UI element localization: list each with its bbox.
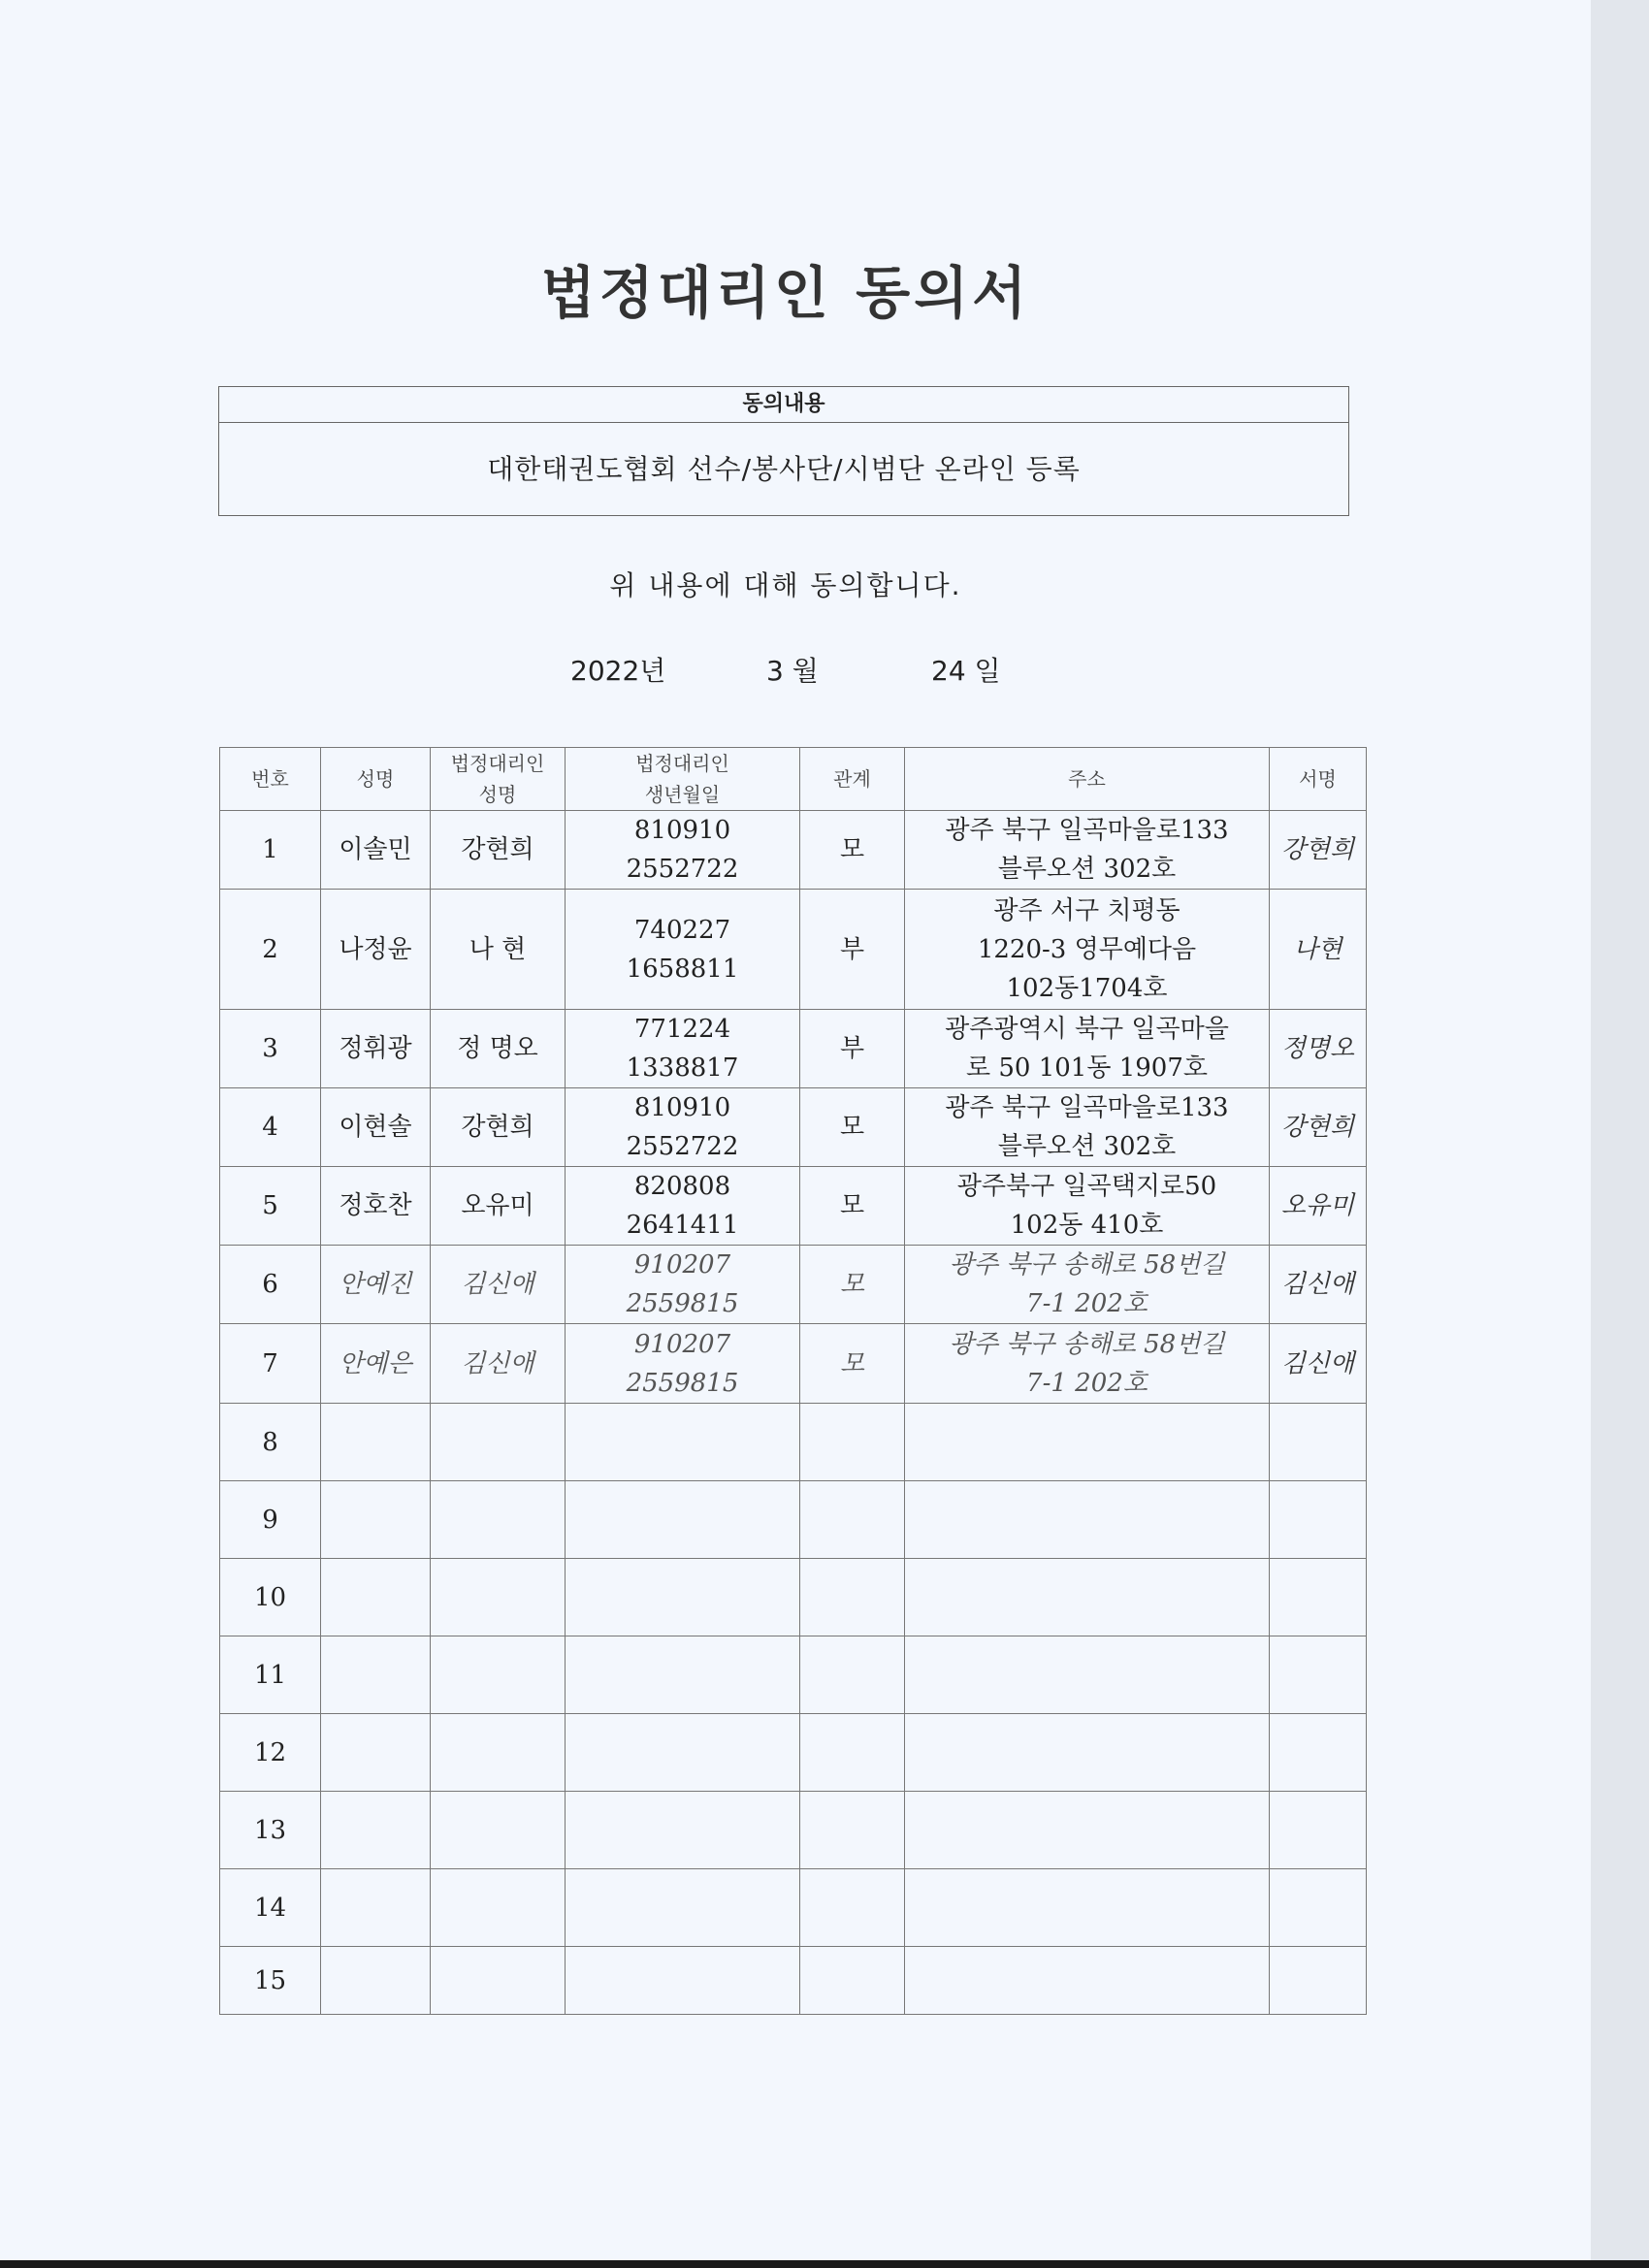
document-title: 법정대리인 동의서 <box>540 260 1031 326</box>
guardian-name <box>431 1792 566 1869</box>
address-line: 광주 북구 송해로 58번길 <box>949 1329 1225 1359</box>
table-row <box>220 1559 1367 1636</box>
relation: 부 <box>800 890 905 1010</box>
guardian-birth <box>566 1324 800 1404</box>
header-guardian-name <box>431 748 566 811</box>
table-row <box>220 1167 1367 1246</box>
student-name: 이현솔 <box>321 1088 431 1167</box>
student-name <box>321 1714 431 1792</box>
signature: 정명오 <box>1270 1010 1367 1088</box>
address <box>905 890 1270 1010</box>
address-line: 광주 북구 송해로 58번길 <box>949 1250 1225 1280</box>
header-signature: 서명 <box>1270 748 1367 811</box>
header-guardian-name-line1: 법정대리인 <box>450 752 545 775</box>
relation <box>800 1404 905 1481</box>
table-row <box>220 1324 1367 1404</box>
guardian-birth-line: 910207 <box>633 1250 731 1280</box>
guardian-birth-line: 1658811 <box>626 954 739 984</box>
relation <box>800 1559 905 1636</box>
header-relation: 관계 <box>800 748 905 811</box>
address-line: 1220-3 영무예다음 <box>977 934 1197 964</box>
guardian-name: 나 현 <box>431 890 566 1010</box>
guardian-birth <box>566 890 800 1010</box>
row-number: 10 <box>220 1559 321 1636</box>
student-name: 안예은 <box>321 1324 431 1404</box>
guardian-birth-line: 1338817 <box>626 1053 739 1083</box>
row-number: 2 <box>220 890 321 1010</box>
student-name <box>321 1481 431 1559</box>
table-row <box>220 1714 1367 1792</box>
row-number: 1 <box>220 811 321 890</box>
address <box>905 1324 1270 1404</box>
guardian-birth <box>566 1792 800 1869</box>
guardian-birth <box>566 1246 800 1324</box>
row-number: 3 <box>220 1010 321 1088</box>
address-line: 7-1 202호 <box>1026 1289 1148 1318</box>
address-line: 광주 북구 일곡마을로133 <box>945 816 1229 845</box>
guardian-birth-line: 820808 <box>633 1172 731 1201</box>
date-day: 24 일 <box>931 655 1001 687</box>
relation <box>800 1792 905 1869</box>
signature: 강현희 <box>1270 811 1367 890</box>
student-name: 나정윤 <box>321 890 431 1010</box>
student-name <box>321 1869 431 1947</box>
row-number: 12 <box>220 1714 321 1792</box>
address <box>905 1481 1270 1559</box>
guardian-name: 정 명오 <box>431 1010 566 1088</box>
guardian-name <box>431 1559 566 1636</box>
guardian-name: 강현희 <box>431 811 566 890</box>
table-row <box>220 890 1367 1010</box>
guardian-name <box>431 1404 566 1481</box>
consent-heading: 동의내용 <box>219 387 1348 423</box>
row-number: 11 <box>220 1636 321 1714</box>
guardian-name: 김신애 <box>431 1324 566 1404</box>
guardian-name: 강현희 <box>431 1088 566 1167</box>
address <box>905 1010 1270 1088</box>
guardian-birth-line: 910207 <box>633 1329 731 1359</box>
address-line: 블루오션 302호 <box>997 855 1177 884</box>
address <box>905 1246 1270 1324</box>
relation: 모 <box>800 1324 905 1404</box>
relation <box>800 1636 905 1714</box>
address <box>905 1714 1270 1792</box>
relation <box>800 1947 905 2015</box>
date-month: 3 월 <box>766 655 819 687</box>
guardian-birth-line: 771224 <box>633 1015 731 1044</box>
guardian-table <box>219 747 1367 2015</box>
student-name <box>321 1792 431 1869</box>
guardian-birth-line: 2559815 <box>626 1368 739 1398</box>
student-name <box>321 1404 431 1481</box>
row-number: 5 <box>220 1167 321 1246</box>
table-row <box>220 1246 1367 1324</box>
row-number: 4 <box>220 1088 321 1167</box>
signature: 김신애 <box>1270 1324 1367 1404</box>
table-header-row <box>220 748 1367 811</box>
guardian-birth-line: 810910 <box>633 816 731 845</box>
relation: 부 <box>800 1010 905 1088</box>
guardian-birth <box>566 1481 800 1559</box>
address <box>905 1792 1270 1869</box>
student-name: 이솔민 <box>321 811 431 890</box>
address <box>905 1559 1270 1636</box>
student-name: 정호찬 <box>321 1167 431 1246</box>
guardian-birth-line: 810910 <box>633 1093 731 1122</box>
header-name: 성명 <box>321 748 431 811</box>
table-row <box>220 1636 1367 1714</box>
header-guardian-birth-line1: 법정대리인 <box>635 752 729 775</box>
row-number: 9 <box>220 1481 321 1559</box>
table-row <box>220 1947 1367 2015</box>
row-number: 6 <box>220 1246 321 1324</box>
guardian-birth-line: 2559815 <box>626 1289 739 1318</box>
date-year: 2022년 <box>570 655 666 687</box>
consent-content: 대한태권도협회 선수/봉사단/시범단 온라인 등록 <box>487 453 1081 485</box>
header-number: 번호 <box>220 748 321 811</box>
table-row <box>220 811 1367 890</box>
table-row <box>220 1481 1367 1559</box>
guardian-birth-line: 740227 <box>633 915 731 945</box>
student-name: 안예진 <box>321 1246 431 1324</box>
header-guardian-name-line2: 성명 <box>478 783 517 806</box>
guardian-birth <box>566 1947 800 2015</box>
header-guardian-birth-line2: 생년월일 <box>644 783 721 806</box>
address-line: 7-1 202호 <box>1026 1368 1148 1398</box>
guardian-birth <box>566 811 800 890</box>
address-line: 블루오션 302호 <box>997 1132 1177 1161</box>
student-name <box>321 1559 431 1636</box>
header-guardian-birth <box>566 748 800 811</box>
table-row <box>220 1088 1367 1167</box>
guardian-name <box>431 1714 566 1792</box>
guardian-birth <box>566 1167 800 1246</box>
guardian-birth-line: 2552722 <box>626 1132 739 1161</box>
address <box>905 1947 1270 2015</box>
address-line: 광주 북구 일곡마을로133 <box>945 1093 1229 1122</box>
guardian-birth-line: 2641411 <box>626 1211 739 1240</box>
agreement-statement: 위 내용에 대해 동의합니다. <box>609 569 962 601</box>
guardian-birth-line: 2552722 <box>626 855 739 884</box>
student-name: 정휘광 <box>321 1010 431 1088</box>
row-number: 15 <box>220 1947 321 2015</box>
guardian-birth <box>566 1559 800 1636</box>
signature <box>1270 1404 1367 1481</box>
relation: 모 <box>800 811 905 890</box>
guardian-birth <box>566 1714 800 1792</box>
guardian-birth <box>566 1404 800 1481</box>
consent-box <box>218 386 1349 516</box>
signature <box>1270 1869 1367 1947</box>
address <box>905 1088 1270 1167</box>
signature <box>1270 1481 1367 1559</box>
guardian-name <box>431 1947 566 2015</box>
table-row <box>220 1404 1367 1481</box>
guardian-birth <box>566 1088 800 1167</box>
signature <box>1270 1792 1367 1869</box>
signature: 오유미 <box>1270 1167 1367 1246</box>
relation: 모 <box>800 1246 905 1324</box>
guardian-name: 김신애 <box>431 1246 566 1324</box>
relation: 모 <box>800 1167 905 1246</box>
address <box>905 1404 1270 1481</box>
guardian-birth <box>566 1010 800 1088</box>
guardian-name <box>431 1869 566 1947</box>
header-address: 주소 <box>905 748 1270 811</box>
address-line: 광주광역시 북구 일곡마을 <box>945 1015 1229 1044</box>
guardian-name: 오유미 <box>431 1167 566 1246</box>
row-number: 14 <box>220 1869 321 1947</box>
signature: 김신애 <box>1270 1246 1367 1324</box>
relation <box>800 1481 905 1559</box>
row-number: 8 <box>220 1404 321 1481</box>
guardian-name <box>431 1481 566 1559</box>
guardian-birth <box>566 1869 800 1947</box>
address-line: 102동1704호 <box>1006 973 1168 1003</box>
signature <box>1270 1559 1367 1636</box>
table-row <box>220 1010 1367 1088</box>
student-name <box>321 1636 431 1714</box>
signature <box>1270 1636 1367 1714</box>
address-line: 102동 410호 <box>1010 1211 1164 1240</box>
student-name <box>321 1947 431 2015</box>
address <box>905 1636 1270 1714</box>
address-line: 로 50 101동 1907호 <box>965 1053 1209 1083</box>
signature: 강현희 <box>1270 1088 1367 1167</box>
address-line: 광주 서구 치평동 <box>993 895 1180 925</box>
guardian-name <box>431 1636 566 1714</box>
guardian-birth <box>566 1636 800 1714</box>
row-number: 13 <box>220 1792 321 1869</box>
signature <box>1270 1714 1367 1792</box>
address-line: 광주북구 일곡택지로50 <box>956 1172 1217 1201</box>
page-edge-shadow <box>1591 0 1649 2268</box>
date-line <box>0 650 1571 689</box>
relation <box>800 1714 905 1792</box>
signature: 나현 <box>1270 890 1367 1010</box>
address <box>905 811 1270 890</box>
signature <box>1270 1947 1367 2015</box>
table-row <box>220 1792 1367 1869</box>
relation <box>800 1869 905 1947</box>
row-number: 7 <box>220 1324 321 1404</box>
address <box>905 1869 1270 1947</box>
table-row <box>220 1869 1367 1947</box>
scan-bottom-border <box>0 2260 1649 2268</box>
address <box>905 1167 1270 1246</box>
relation: 모 <box>800 1088 905 1167</box>
